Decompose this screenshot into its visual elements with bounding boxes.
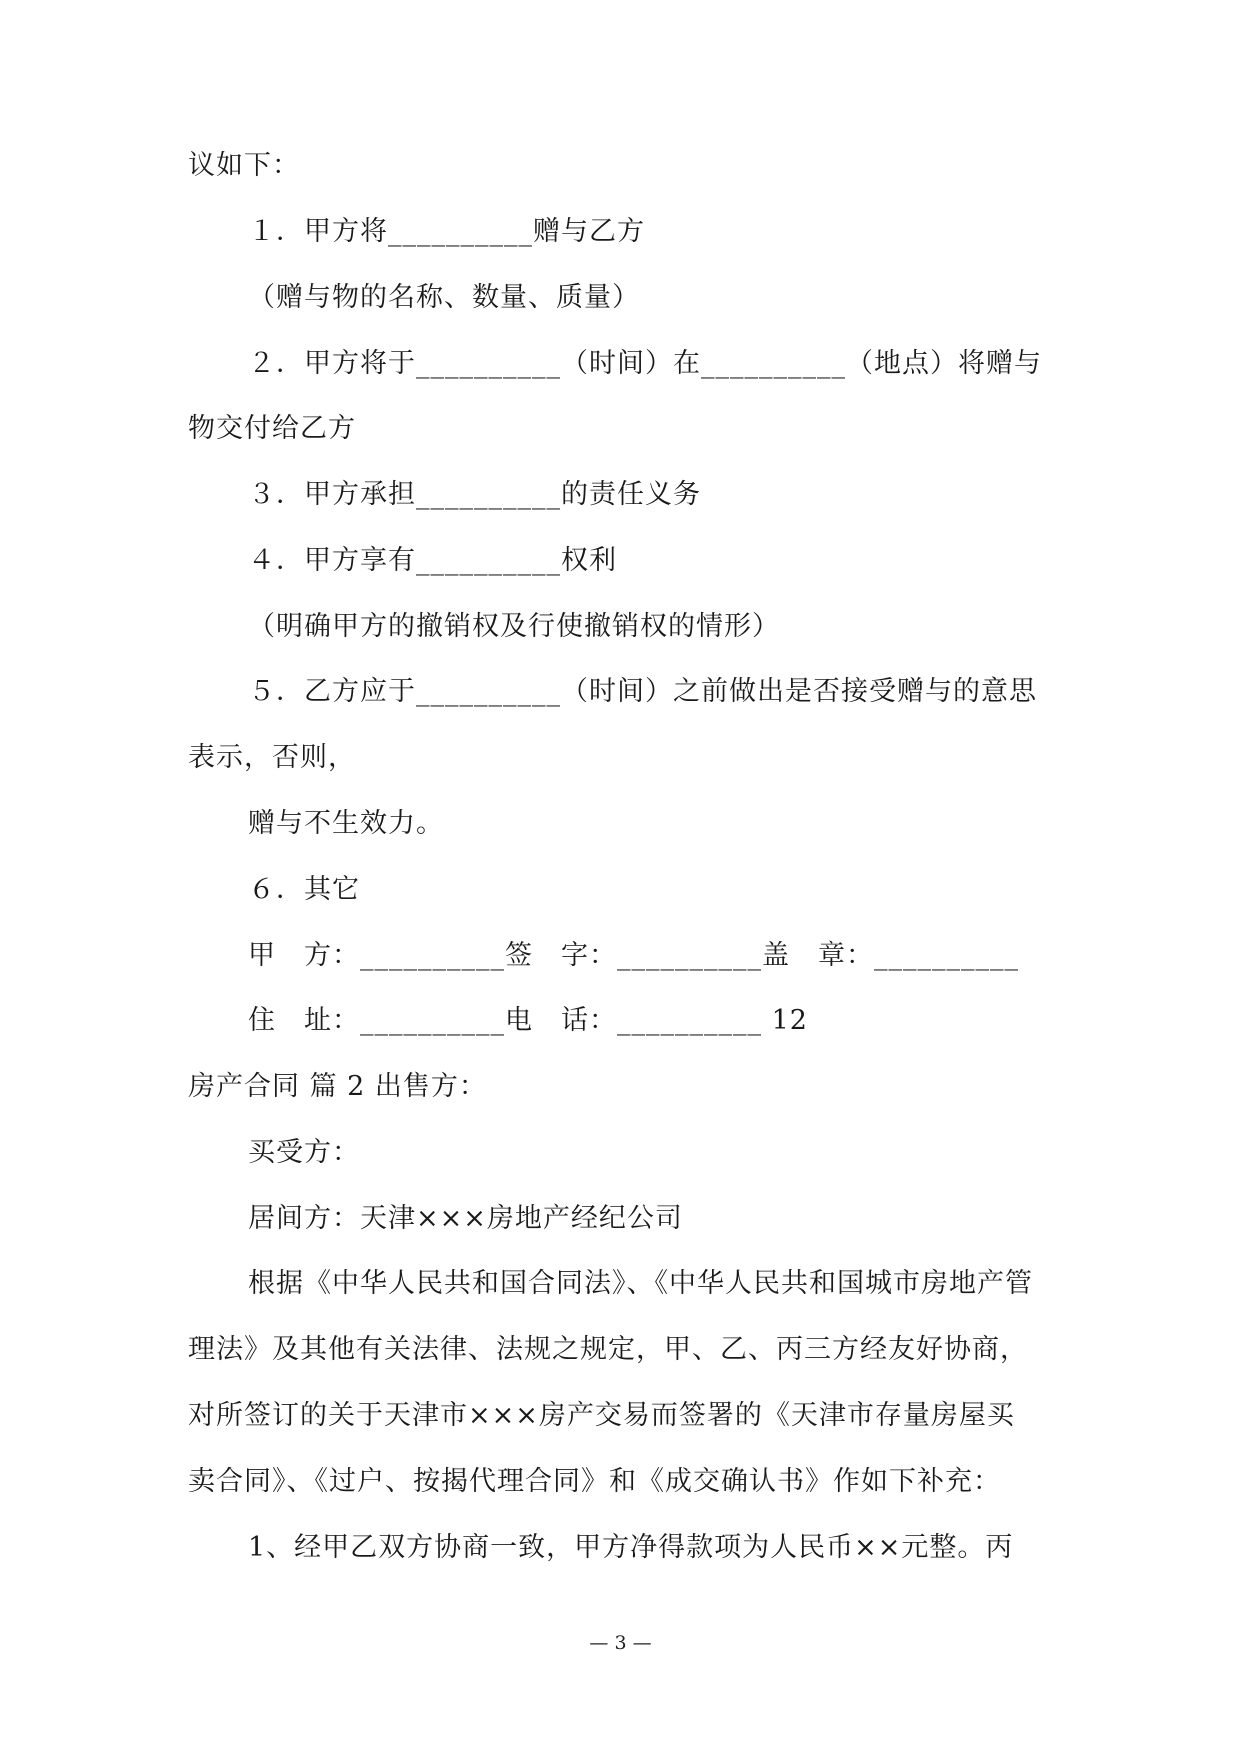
agent-line: 居间方：天津×××房地产经纪公司 — [248, 1203, 683, 1234]
clause-6: ６．其它 — [248, 874, 360, 905]
buyer-line: 买受方： — [248, 1137, 360, 1168]
page-number: — 3 — — [589, 1632, 652, 1654]
clause-4: ４．甲方享有__________权利 — [248, 545, 617, 576]
section-heading: 房产合同 篇 2 出售方： — [188, 1071, 487, 1102]
signature-line: 甲 方：__________签 字：__________盖 章：__________ — [248, 940, 1019, 971]
address-line: 住 址：__________电 话：__________ 12 — [248, 1005, 808, 1036]
clause-1-payment: 1、经甲乙双方协商一致，甲方净得款项为人民币××元整。丙 — [248, 1532, 1014, 1563]
clause-5-cont: 表示，否则， — [188, 742, 356, 773]
clause-2-cont: 物交付给乙方 — [188, 413, 356, 444]
clause-1: １．甲方将__________赠与乙方 — [248, 216, 645, 247]
paragraph-line: 理法》及其他有关法律、法规之规定，甲、乙、丙三方经友好协商， — [188, 1334, 1028, 1365]
paragraph-line: 对所签订的关于天津市×××房产交易而签署的《天津市存量房屋买 — [188, 1400, 1015, 1431]
clause-5-cont-2: 赠与不生效力。 — [248, 808, 444, 839]
paragraph-line: 卖合同》、《过户、按揭代理合同》和《成交确认书》作如下补充： — [188, 1466, 1001, 1497]
text-line: 议如下： — [188, 150, 300, 181]
clause-5: ５．乙方应于__________（时间）之前做出是否接受赠与的意思 — [248, 676, 1037, 707]
clause-1-note: （赠与物的名称、数量、质量） — [248, 282, 640, 313]
paragraph-line: 根据《中华人民共和国合同法》、《中华人民共和国城市房地产管 — [248, 1268, 1033, 1299]
clause-3: ３．甲方承担__________的责任义务 — [248, 479, 701, 510]
clause-2: ２．甲方将于__________（时间）在__________（地点）将赠与 — [248, 348, 1042, 379]
clause-4-note: （明确甲方的撤销权及行使撤销权的情形） — [248, 611, 780, 642]
